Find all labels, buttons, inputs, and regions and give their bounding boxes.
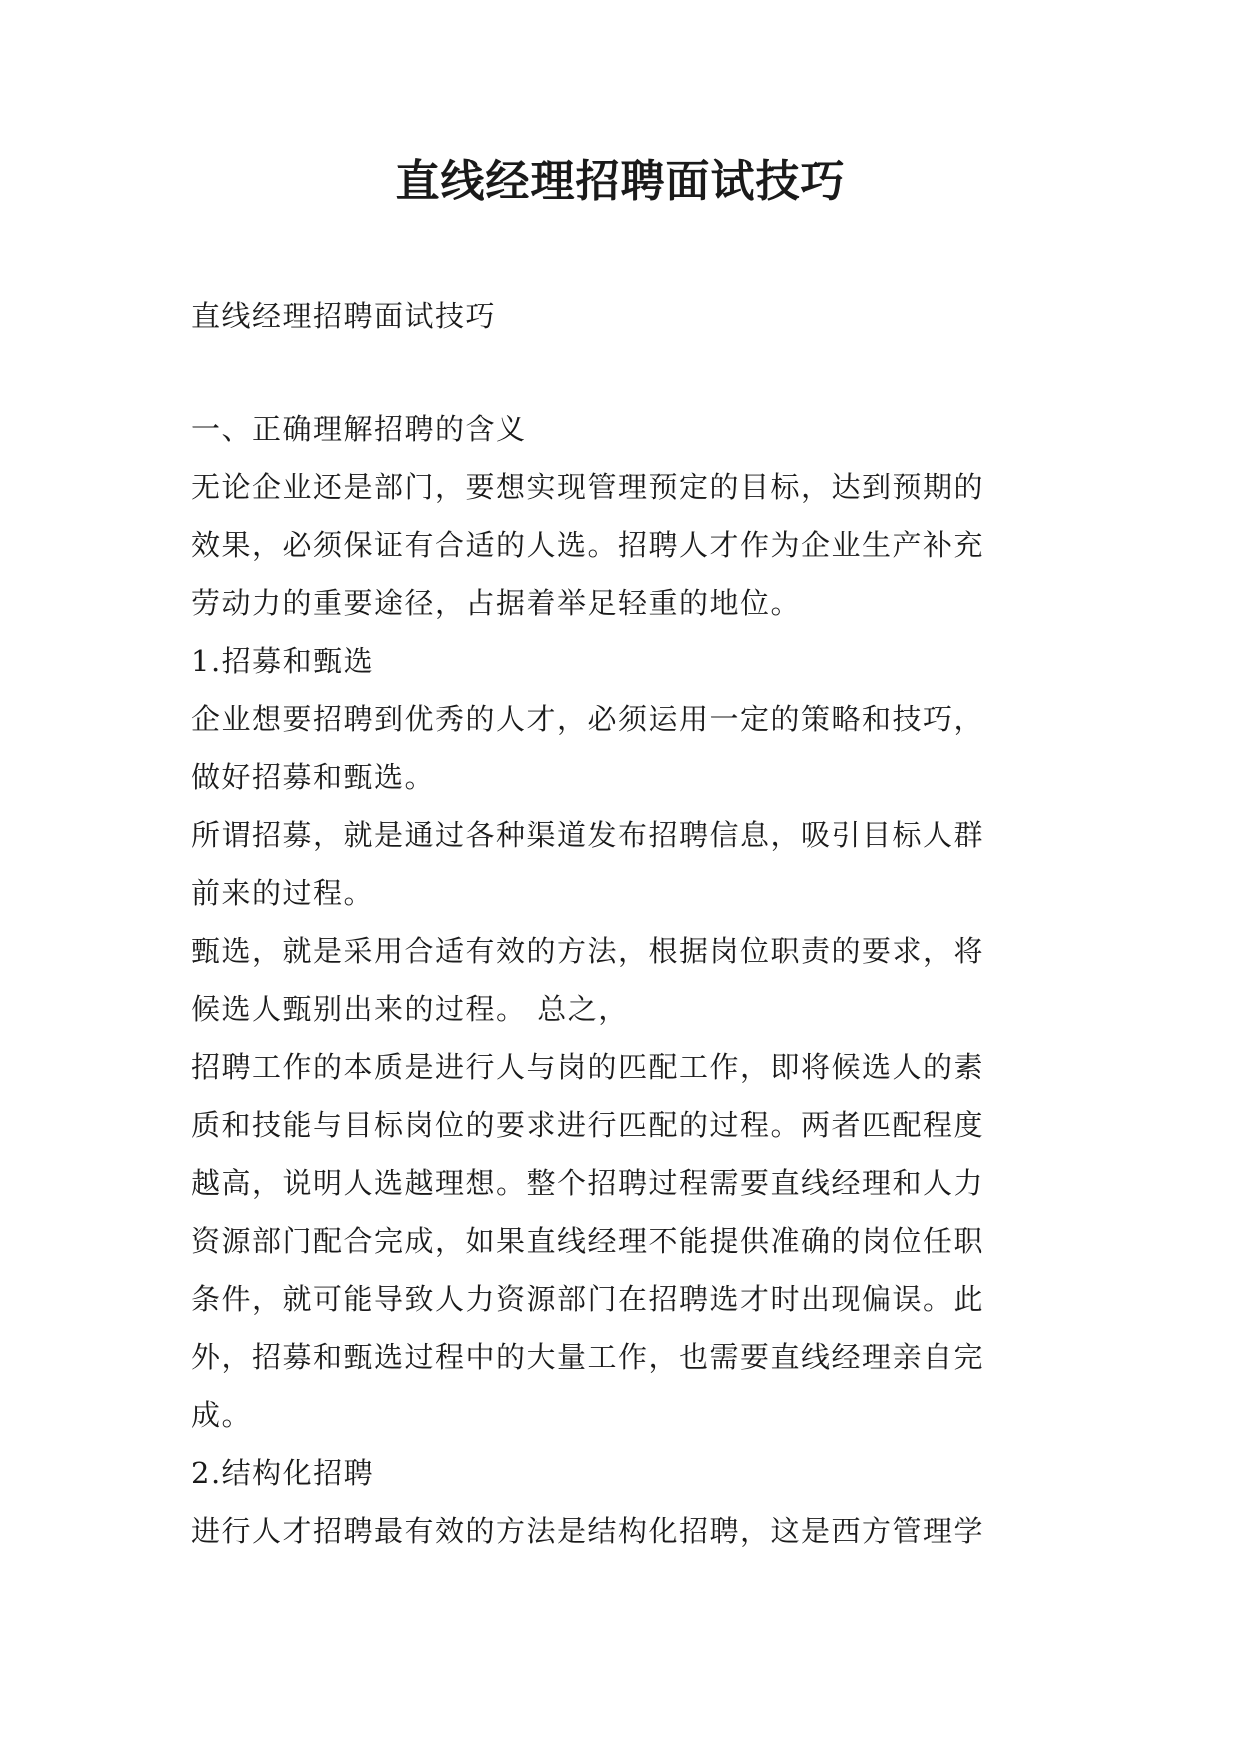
paragraph-line: 招聘工作的本质是进行人与岗的匹配工作，即将候选人的素 (191, 1050, 985, 1084)
paragraph-line: 外，招募和甄选过程中的大量工作，也需要直线经理亲自完 (191, 1340, 985, 1374)
subheading-2: 2.结构化招聘 (191, 1456, 375, 1490)
document-title: 直线经理招聘面试技巧 (395, 156, 846, 207)
subheading-1: 1.招募和甄选 (191, 644, 375, 678)
paragraph-line: 条件，就可能导致人力资源部门在招聘选才时出现偏误。此 (191, 1282, 985, 1316)
paragraph-line: 劳动力的重要途径，占据着举足轻重的地位。 (191, 586, 802, 620)
paragraph-line: 资源部门配合完成，如果直线经理不能提供准确的岗位任职 (191, 1224, 985, 1258)
paragraph-line: 质和技能与目标岗位的要求进行匹配的过程。两者匹配程度 (191, 1108, 985, 1142)
paragraph-line: 成。 (191, 1398, 253, 1432)
paragraph-line: 无论企业还是部门，要想实现管理预定的目标，达到预期的 (191, 470, 985, 504)
section-heading-1: 一、正确理解招聘的含义 (191, 412, 527, 446)
subtitle-line: 直线经理招聘面试技巧 (191, 299, 497, 333)
paragraph-line: 企业想要招聘到优秀的人才，必须运用一定的策略和技巧， (191, 702, 985, 736)
paragraph-line: 所谓招募，就是通过各种渠道发布招聘信息，吸引目标人群 (191, 818, 985, 852)
paragraph-line: 前来的过程。 (191, 876, 375, 910)
paragraph-line: 进行人才招聘最有效的方法是结构化招聘，这是西方管理学 (191, 1514, 985, 1548)
paragraph-line: 效果，必须保证有合适的人选。招聘人才作为企业生产补充 (191, 528, 985, 562)
paragraph-line: 越高，说明人选越理想。整个招聘过程需要直线经理和人力 (191, 1166, 985, 1200)
paragraph-line: 做好招募和甄选。 (191, 760, 436, 794)
paragraph-line: 甄选，就是采用合适有效的方法，根据岗位职责的要求，将 (191, 934, 985, 968)
paragraph-line: 候选人甄别出来的过程。 总之， (191, 992, 629, 1026)
